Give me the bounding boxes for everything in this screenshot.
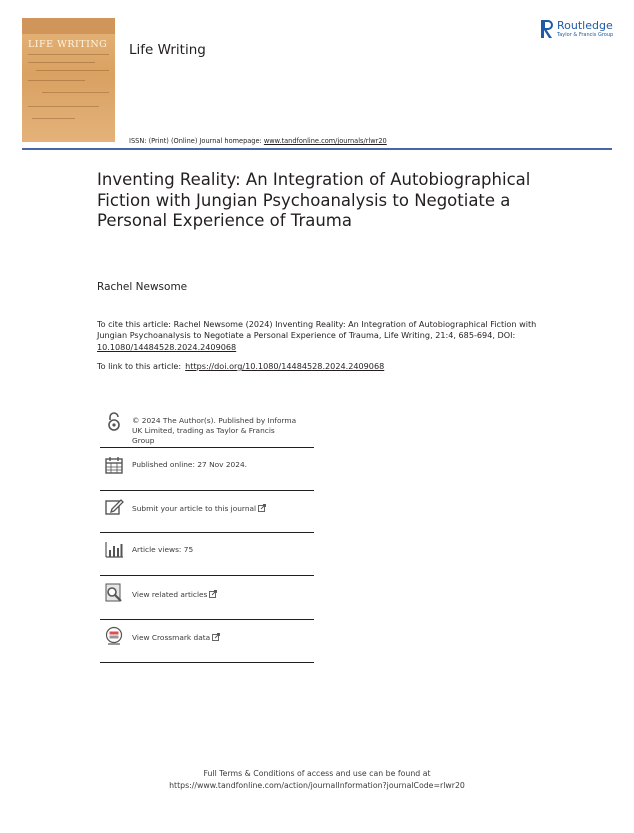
related-articles-link[interactable] bbox=[132, 590, 217, 600]
submit-article-link[interactable] bbox=[132, 504, 266, 514]
row-divider bbox=[100, 575, 314, 576]
header-divider bbox=[22, 148, 612, 150]
cover-scribble bbox=[36, 70, 109, 71]
publisher-tagline: Taylor & Francis Group bbox=[557, 32, 614, 38]
open-access-icon bbox=[104, 412, 124, 432]
external-link-icon bbox=[212, 633, 220, 641]
cite-doi-link[interactable]: 10.1080/14484528.2024.2409068 bbox=[97, 341, 237, 352]
routledge-r-icon bbox=[540, 18, 554, 40]
license-line: UK Limited, trading as Taylor & Francis bbox=[132, 426, 275, 435]
publisher-name: Routledge bbox=[557, 19, 613, 32]
external-link-icon bbox=[209, 590, 217, 598]
article-doi-link[interactable]: https://doi.org/10.1080/14484528.2024.2409068 bbox=[185, 361, 385, 371]
journal-cover-image bbox=[22, 18, 115, 142]
footer-terms-url[interactable]: https://www.tandfonline.com/action/journalInformation?journalCode=rlwr20 bbox=[169, 781, 465, 790]
cover-title: LIFE WRITING bbox=[28, 39, 108, 50]
cite-text: Rachel Newsome (2024) Inventing Reality: An Integration of Autobiographical Fiction with Jungian Psychoanalysis to Negotiate a Personal Experience of Trauma, Life Writing, 21:4, 685-694, DOI: bbox=[97, 319, 537, 341]
cover-scribble bbox=[28, 54, 109, 55]
cover-band bbox=[22, 18, 115, 34]
cover-scribble bbox=[28, 106, 99, 107]
link-label: To link to this article: bbox=[97, 361, 182, 371]
issn-text: ISSN: (Print) (Online) Journal homepage: bbox=[129, 137, 264, 145]
row-divider bbox=[100, 662, 314, 663]
citation-block bbox=[97, 319, 537, 353]
row-divider bbox=[100, 532, 314, 533]
journal-name: Life Writing bbox=[129, 42, 206, 58]
journal-homepage-link[interactable]: www.tandfonline.com/journals/rlwr20 bbox=[263, 137, 387, 145]
published-date: Published online: 27 Nov 2024. bbox=[132, 460, 247, 469]
routledge-logo bbox=[540, 18, 620, 42]
crossmark-icon bbox=[104, 626, 124, 646]
bar-chart-icon bbox=[104, 539, 124, 559]
external-link-icon bbox=[258, 504, 266, 512]
cover-scribble bbox=[32, 118, 75, 119]
search-document-icon bbox=[104, 583, 124, 603]
cite-label: To cite this article: bbox=[97, 319, 171, 329]
cover-scribble bbox=[42, 92, 109, 93]
submit-text: Submit your article to this journal bbox=[132, 504, 257, 513]
edit-icon bbox=[104, 497, 124, 517]
issn-line bbox=[129, 137, 387, 145]
footer-terms-line: Full Terms & Conditions of access and use can be found at bbox=[203, 769, 431, 778]
article-link-line bbox=[97, 361, 384, 371]
license-line: © 2024 The Author(s). Published by Informa bbox=[132, 416, 297, 425]
license-text bbox=[132, 416, 296, 446]
cover-scribble bbox=[28, 80, 85, 81]
calendar-icon bbox=[104, 455, 124, 475]
crossmark-text: View Crossmark data bbox=[132, 633, 211, 642]
article-views: Article views: 75 bbox=[132, 545, 194, 554]
article-title: Inventing Reality: An Integration of Autobiographical Fiction with Jungian Psychoanalysis to Negotiate a Personal Experience of Trauma bbox=[97, 170, 531, 230]
article-author: Rachel Newsome bbox=[97, 281, 188, 293]
row-divider bbox=[100, 447, 314, 448]
row-divider bbox=[100, 619, 314, 620]
related-text: View related articles bbox=[132, 590, 208, 599]
crossmark-link[interactable] bbox=[132, 633, 220, 643]
cover-scribble bbox=[28, 62, 95, 63]
row-divider bbox=[100, 490, 314, 491]
license-line: Group bbox=[132, 436, 155, 445]
